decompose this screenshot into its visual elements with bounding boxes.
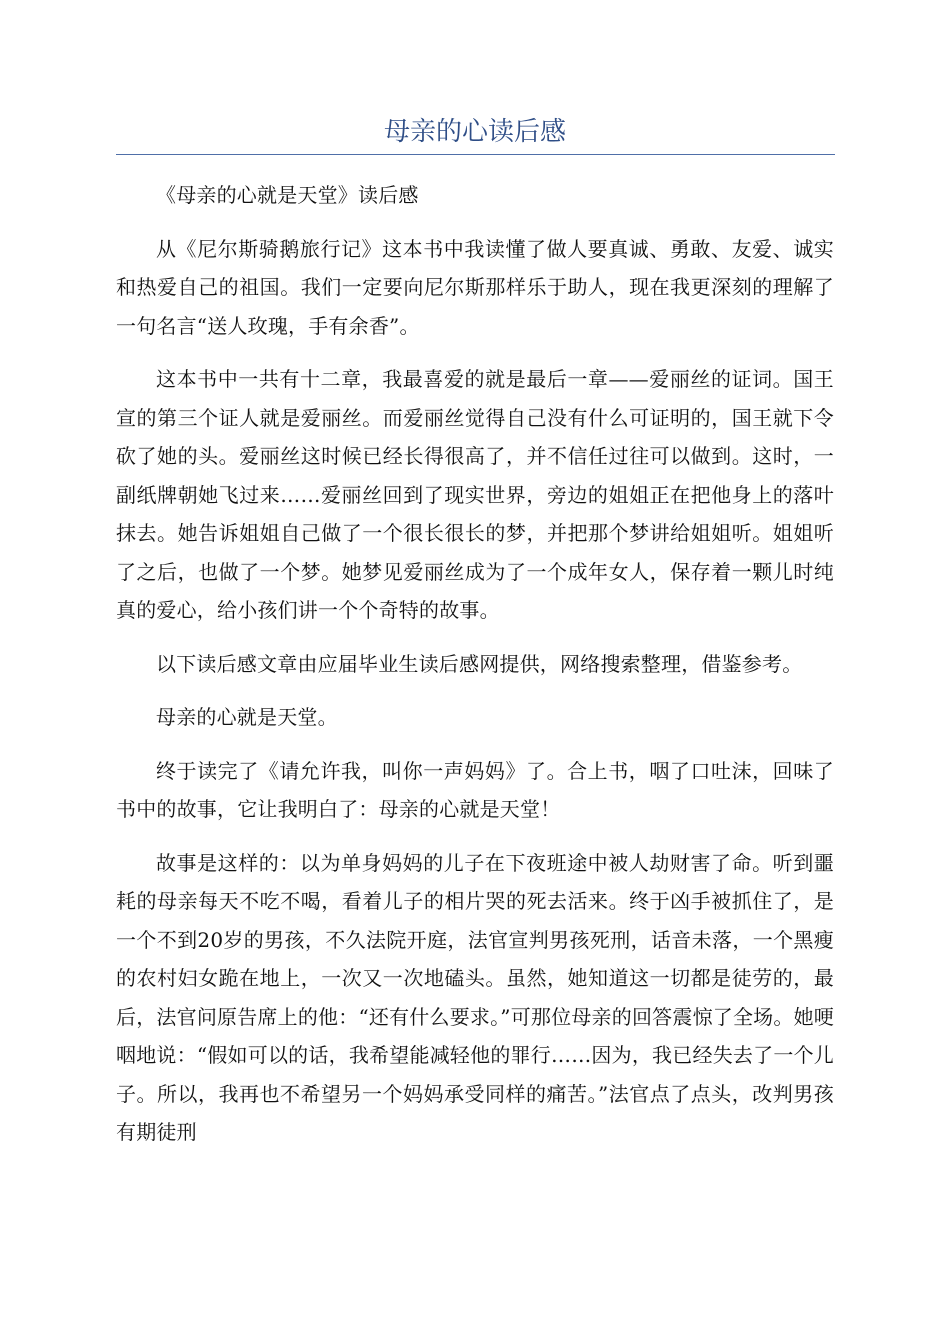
paragraph: 故事是这样的：以为单身妈妈的儿子在下夜班途中被人劫财害了命。听到噩耗的母亲每天不吃不喝，看着儿子的相片哭的死去活来。终于凶手被抓住了，是一个不到20岁的男孩，不久法院开庭，法官宣判男孩死刑，话音未落，一个黑瘦的农村妇女跪在地上，一次又一次地磕头。虽然，她知道这一切都是徒劳的，最后，法官问原告席上的他：“还有什么要求。”可那位母亲的回答震惊了全场。她哽咽地说：“假如可以的话，我希望能减轻他的罪行……因为，我已经失去了一个儿子。所以，我再也不希望另一个妈妈承受同样的痛苦。”法官点了点头，改判男孩有期徒刑 [116,850,834,1144]
paragraph: 这本书中一共有十二章，我最喜爱的就是最后一章——爱丽丝的证词。国王宣的第三个证人就是爱丽丝。而爱丽丝觉得自己没有什么可证明的，国王就下令砍了她的头。爱丽丝这时候已经长得很高了，并不信任过往可以做到。这时，一副纸牌朝她飞过来……爱丽丝回到了现实世界，旁边的姐姐正在把他身上的落叶抹去。她告诉姐姐自己做了一个很长很长的梦，并把那个梦讲给姐姐听。姐姐听了之后，也做了一个梦。她梦见爱丽丝成为了一个成年女人，保存着一颗儿时纯真的爱心，给小孩们讲一个个奇特的故事。 [116,367,834,622]
document-title: 母亲的心读后感 [383,117,566,147]
title-underline [116,154,835,155]
paragraph: 母亲的心就是天堂。 [156,705,338,729]
document-body [116,176,834,1167]
paragraph-subtitle: 《母亲的心就是天堂》读后感 [156,183,419,207]
paragraph: 终于读完了《请允许我，叫你一声妈妈》了。合上书，咽了口吐沫，回味了书中的故事，它让我明白了：母亲的心就是天堂！ [116,758,834,821]
paragraph: 从《尼尔斯骑鹅旅行记》这本书中我读懂了做人要真诚、勇敢、友爱、诚实和热爱自己的祖国。我们一定要向尼尔斯那样乐于助人，现在我更深刻的理解了一句名言“送人玫瑰，手有余香”。 [116,236,834,338]
paragraph: 以下读后感文章由应届毕业生读后感网提供，网络搜索整理，借鉴参考。 [156,651,803,676]
